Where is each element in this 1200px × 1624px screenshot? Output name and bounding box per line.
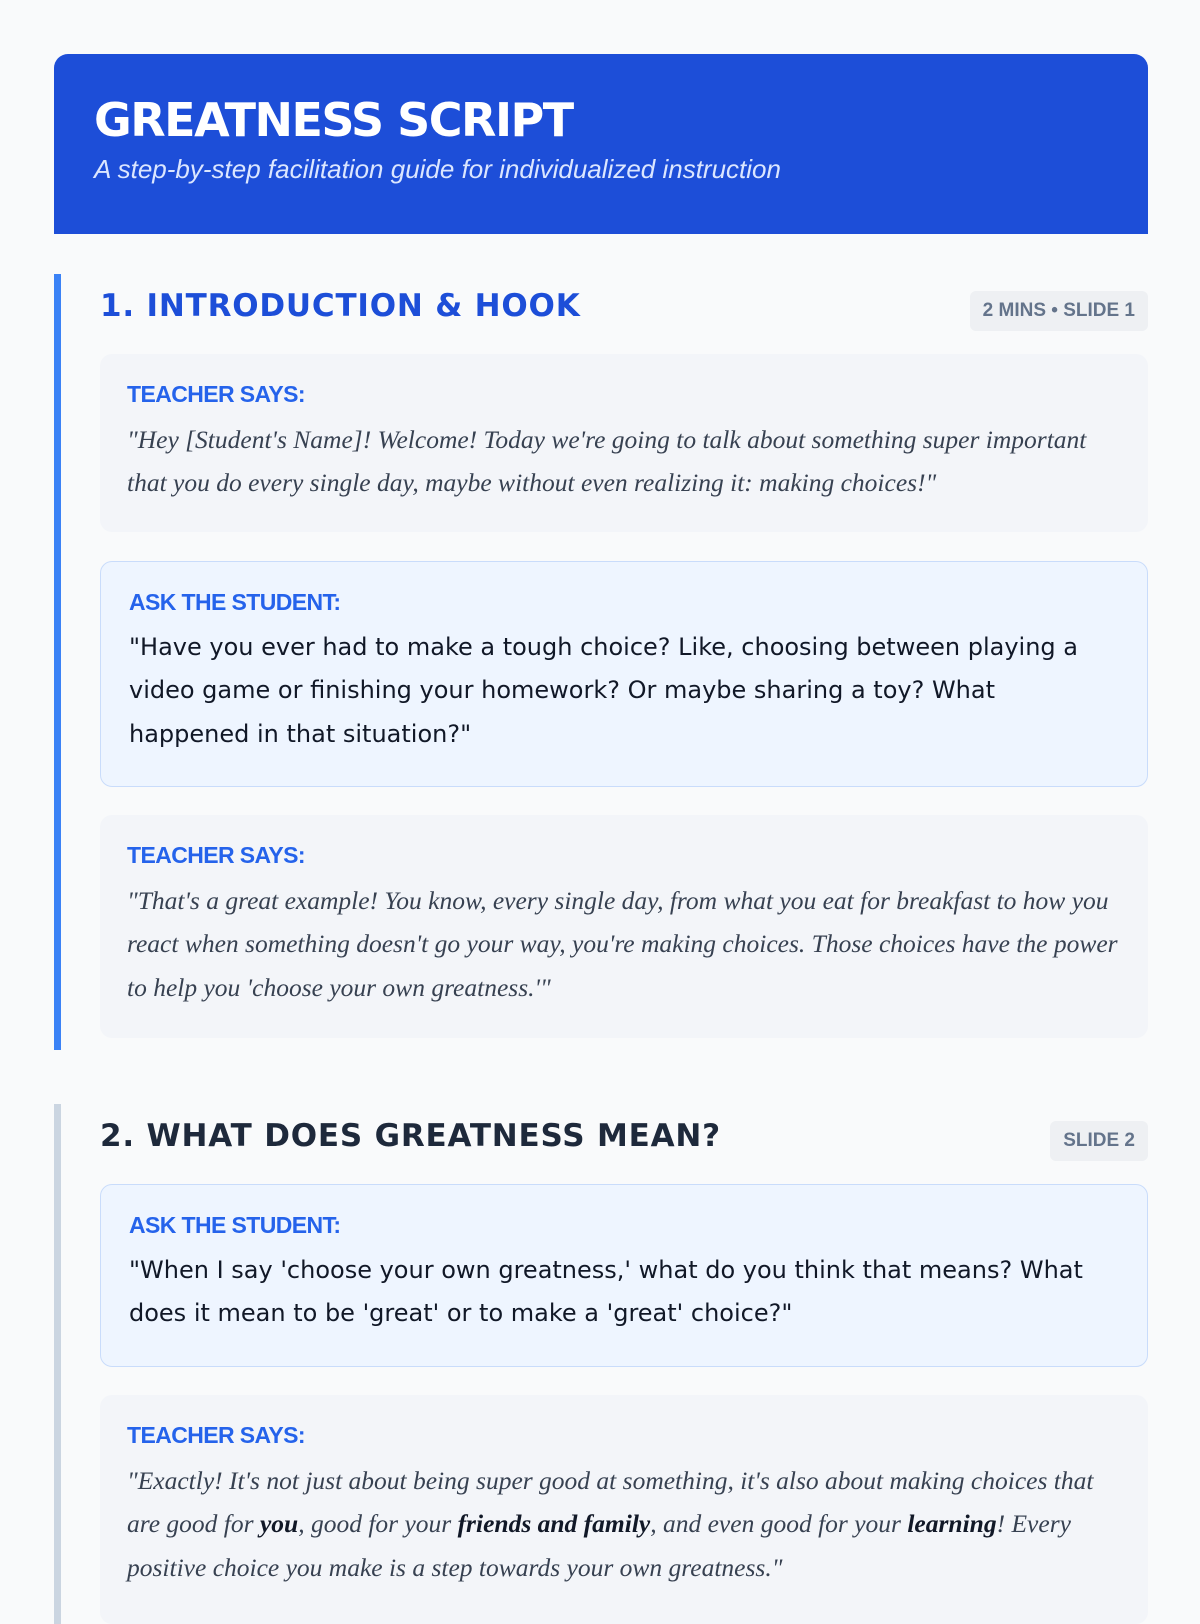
section-what-greatness-means (54, 1104, 1148, 1624)
section-accent-bar (54, 274, 61, 1050)
section-title: 2. WHAT DOES GREATNESS MEAN? (100, 1118, 721, 1154)
text-segment: ! Every positive choice you make is a step towards your own greatness." (127, 1509, 1071, 1582)
text-segment: "Exactly! It's not just about being super good at something, it's also about making choices that are good for (127, 1466, 1094, 1539)
page-subtitle: A step-by-step facilitation guide for individualized instruction (94, 154, 781, 184)
ask-student-label: ASK THE STUDENT: (129, 589, 341, 615)
teacher-says-label: TEACHER SAYS: (127, 842, 305, 868)
teacher-says-text (127, 1459, 1121, 1589)
section-header (100, 1104, 1148, 1174)
section-introduction (54, 274, 1148, 1050)
text-segment: , and even good for your (650, 1509, 908, 1539)
page-header (54, 54, 1148, 234)
section-tag: SLIDE 2 (1050, 1121, 1148, 1161)
text-segment: , good for your (298, 1509, 458, 1539)
section-header (100, 274, 1148, 344)
ask-student-card (100, 561, 1148, 787)
teacher-says-text: "Hey [Student's Name]! Welcome! Today we're going to talk about something super important that you do every single day, maybe without even realizing it: making choices!" (127, 425, 1087, 498)
emphasis-learning: learning (907, 1509, 997, 1539)
teacher-says-label: TEACHER SAYS: (127, 381, 305, 407)
emphasis-you: you (259, 1509, 299, 1539)
section-title: 1. INTRODUCTION & HOOK (100, 288, 581, 324)
page-title: GREATNESS SCRIPT (94, 93, 573, 147)
emphasis-friends-family: friends and family (457, 1509, 651, 1539)
ask-student-text: "Have you ever had to make a tough choice? Like, choosing between playing a video game or finishing your homework? Or maybe sharing a toy? What happened in that situation?" (129, 633, 1078, 748)
teacher-says-card (100, 1395, 1148, 1624)
ask-student-card (100, 1184, 1148, 1367)
section-accent-bar (54, 1104, 61, 1624)
teacher-says-card (100, 815, 1148, 1038)
teacher-says-label: TEACHER SAYS: (127, 1422, 305, 1448)
teacher-says-text: "That's a great example! You know, every single day, from what you eat for breakfast to how you react when something doesn't go your way, you're making choices. Those choices have the power to help you 'choose your own greatness.'" (127, 886, 1118, 1002)
ask-student-label: ASK THE STUDENT: (129, 1212, 341, 1238)
teacher-says-card (100, 354, 1148, 532)
ask-student-text: "When I say 'choose your own greatness,' what do you think that means? What does it mean to be 'great' or to make a 'great' choice?" (129, 1256, 1083, 1328)
section-tag: 2 MINS • SLIDE 1 (970, 291, 1148, 331)
